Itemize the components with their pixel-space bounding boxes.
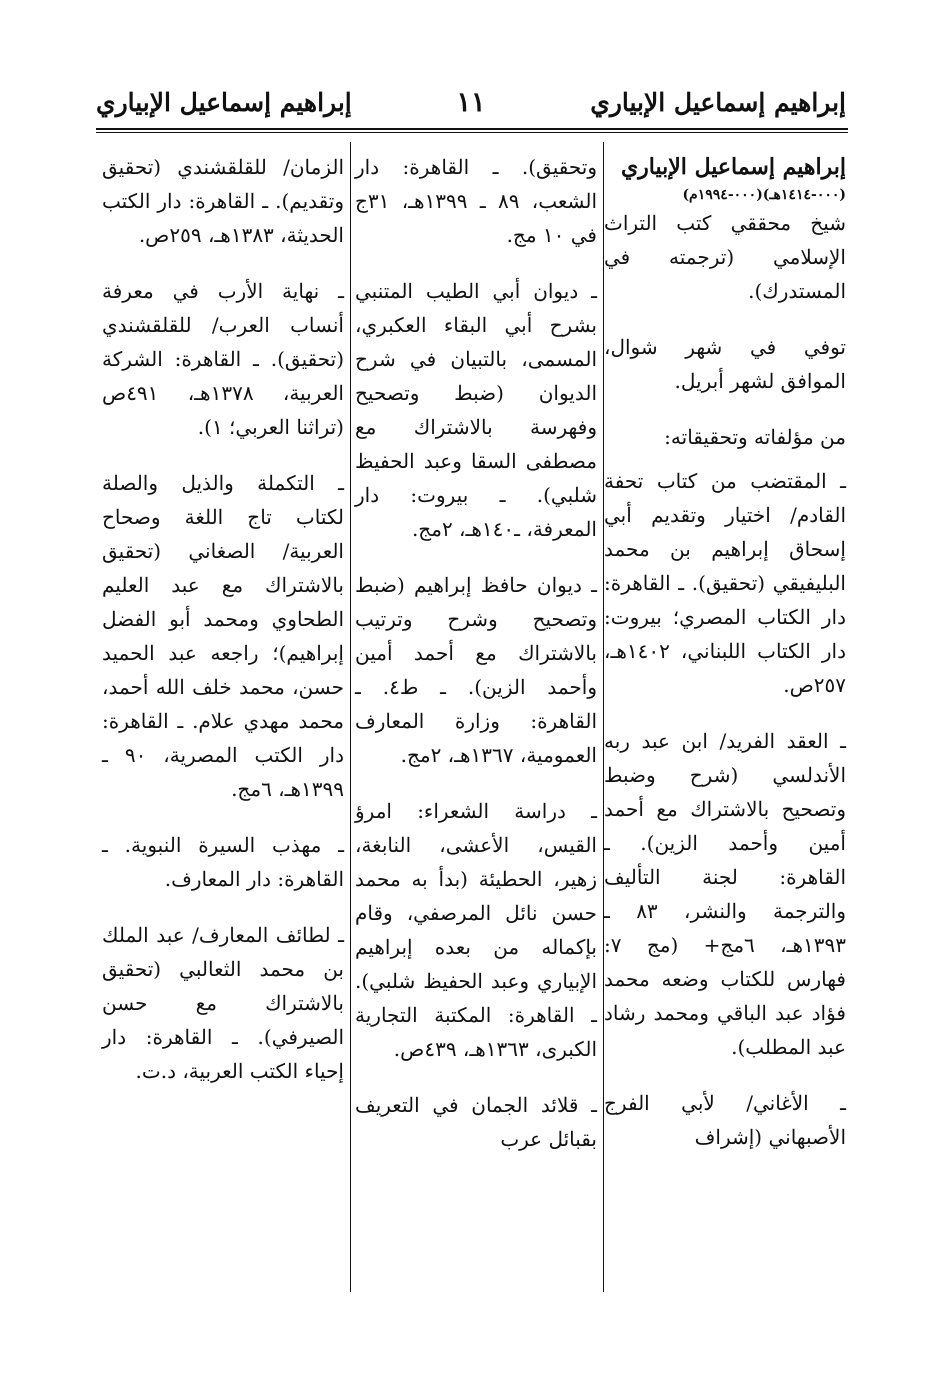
entry-text: ـ المقتضب من كتاب تحفة القادم/ اختيار وتقديم أبي إسحاق إبراهيم بن محمد البليفيقي (تحقيق). ـ القاهرة: دار الكتاب المصري؛ بيروت: دار الكتاب اللبناني، ١٤٠٢هـ، ٢٥٧ص. — [604, 469, 846, 697]
bibliography-entry — [355, 150, 597, 252]
entry-text: الزمان/ للقلقشندي (تحقيق وتقديم). ـ القاهرة: دار الكتب الحديثة، ١٣٨٣هـ، ٢٥٩ص. — [102, 155, 344, 247]
entry-text: ـ مهذب السيرة النبوية. ـ القاهرة: دار المعارف. — [102, 833, 344, 891]
bibliography-entry — [102, 150, 344, 252]
bio-death-text: توفي في شهر شوال، الموافق لشهر أبريل. — [604, 335, 846, 393]
column-left — [102, 150, 344, 1110]
entry-text: ـ الأغاني/ لأبي الفرج الأصبهاني (إشراف — [604, 1091, 846, 1149]
page-number: ١١ — [456, 87, 486, 118]
bibliography-entry — [604, 464, 846, 702]
header-rule-thin — [96, 132, 848, 133]
running-head-right: إبراهيم إسماعيل الإبياري — [590, 88, 846, 117]
column-middle — [355, 150, 597, 1178]
bio-death — [604, 330, 846, 398]
bio-description: شيخ محققي كتب التراث الإسلامي (ترجمته في المستدرك). — [604, 211, 846, 303]
bio-dates: (٠٠٠-١٤١٤هـ)(٠٠٠-١٩٩٤م) — [682, 187, 846, 203]
bibliography-entry — [604, 724, 846, 1064]
page-header — [96, 82, 846, 128]
works-intro — [604, 420, 846, 454]
entry-text: ـ التكملة والذيل والصلة لكتاب تاج اللغة وصحاح العربية/ الصغاني (تحقيق بالاشتراك مع عبد العليم الطحاوي ومحمد أبو الفضل إبراهيم)؛ راجعه عبد الحميد حسن، محمد خلف الله أحمد، محمد مهدي علام. ـ القاهرة: دار الكتب المصرية، ٩٠ ـ ١٣٩٩هـ، ٦مج. — [102, 471, 345, 801]
bibliography-entry — [102, 274, 344, 444]
entry-text: ـ قلائد الجمان في التعريف بقبائل عرب — [355, 1093, 597, 1151]
bibliography-entry — [102, 466, 344, 806]
column-right — [604, 150, 846, 1176]
entry-text: ـ دراسة الشعراء: امرؤ القيس، الأعشى، النابغة، زهير، الحطيئة (بدأ به محمد حسن نائل المرصفي، وقام بإكماله من بعده إبراهيم الإبياري وعبد الحفيظ شلبي). ـ القاهرة: المكتبة التجارية الكبرى، ١٣٦٣هـ، ٤٣٩ص. — [355, 799, 597, 1061]
bio-name: إبراهيم إسماعيل الإبياري — [620, 154, 846, 180]
bibliography-entry — [355, 568, 597, 772]
entry-text: ـ ديوان أبي الطيب المتنبي بشرح أبي البقاء العكبري، المسمى، بالتبيان في شرح الديوان (ضبط وتصحيح وفهرسة بالاشتراك مع مصطفى السقا وعبد الحفيظ شلبي). ـ بيروت: دار المعرفة، ـ١٤٠هـ، ٢مج. — [355, 279, 597, 541]
bibliography-entry — [604, 1086, 846, 1154]
entry-text: وتحقيق). ـ القاهرة: دار الشعب، ٨٩ ـ ١٣٩٩هـ، ٣١ج في ١٠ مج. — [355, 155, 597, 247]
bibliography-entry — [102, 918, 344, 1088]
bibliography-entry — [102, 828, 344, 896]
entry-text: ـ العقد الفريد/ ابن عبد ربه الأندلسي (شرح وضبط وتصحيح بالاشتراك مع أحمد أمين وأحمد الزين). ـ القاهرة: لجنة التأليف والترجمة والنشر، ٨٣ ـ ١٣٩٣هـ، ٦مج+ (مج ٧: فهارس للكتاب وضعه محمد فؤاد عبد الباقي ومحمد رشاد عبد المطلب). — [604, 729, 847, 1059]
entry-text: ـ ديوان حافظ إبراهيم (ضبط وتصحيح وشرح وترتيب بالاشتراك مع أحمد أمين وأحمد الزين). ـ ط٤. ـ القاهرة: وزارة المعارف العمومية، ١٣٦٧هـ، ٢مج. — [355, 573, 598, 767]
entry-text: ـ نهاية الأرب في معرفة أنساب العرب/ للقلقشندي (تحقيق). ـ القاهرة: الشركة العربية، ١٣٧٨هـ، ٤٩١ص (تراثنا العربي؛ ١). — [102, 279, 344, 439]
bibliography-entry — [355, 794, 597, 1066]
bibliography-entry — [355, 274, 597, 546]
header-rule — [96, 128, 848, 130]
entry-text: ـ لطائف المعارف/ عبد الملك بن محمد الثعالبي (تحقيق بالاشتراك مع حسن الصيرفي). ـ القاهرة: دار إحياء الكتب العربية، د.ت. — [102, 923, 344, 1083]
column-divider — [350, 142, 351, 1292]
bibliography-entry — [355, 1088, 597, 1156]
bio-entry — [604, 150, 846, 308]
works-intro-text: من مؤلفاته وتحقيقاته: — [664, 425, 846, 449]
running-head-left: إبراهيم إسماعيل الإبياري — [96, 88, 352, 117]
